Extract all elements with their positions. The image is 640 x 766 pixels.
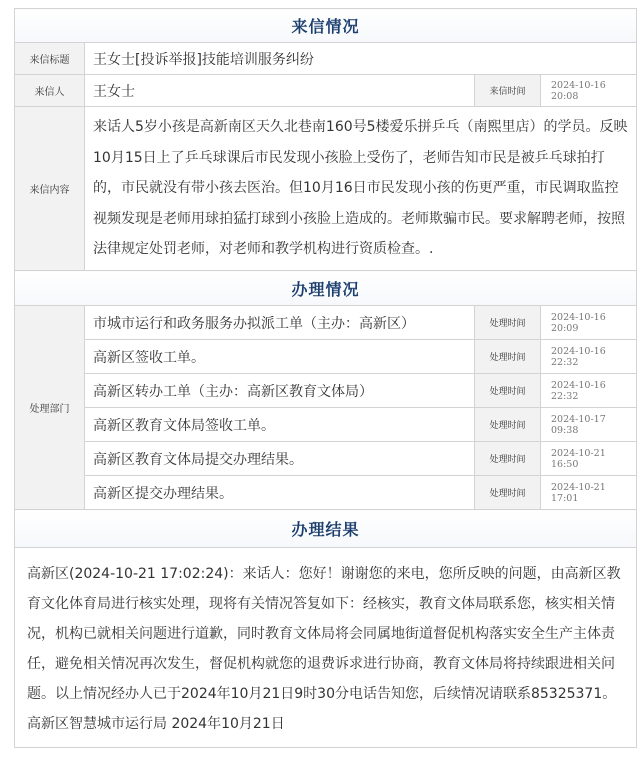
handling-time-value: 2024-10-16 20:09	[541, 306, 637, 340]
handling-time-value: 2024-10-17 09:38	[541, 408, 637, 442]
handling-time-value: 2024-10-16 22:32	[541, 340, 637, 374]
content-label: 来信内容	[15, 107, 85, 271]
result-text: 高新区(2024-10-21 17:02:24)：来话人：您好！谢谢您的来电，您所反映的问题，由高新区教育文化体育局进行核实处理，现将有关情况答复如下：经核实，教育文体局联系您，核实相关情况，机构已就相关问题进行道歉，同时教育文体局将会同属地街道督促机构落实安全生产主体责任，避免相关情况再次发生，督促机构就您的退费诉求进行协商，教育文体局将持续跟进相关问题。以上情况经办人已于2024年10月21日9时30分电话告知您，后续情况请联系85325371。高新区智慧城市运行局 2024年10月21日	[15, 548, 637, 748]
handling-time-value: 2024-10-21 17:01	[541, 476, 637, 510]
sender-label: 来信人	[15, 75, 85, 107]
sender-value: 王女士	[85, 75, 475, 107]
handling-time-label: 处理时间	[475, 408, 541, 442]
subject-value: 王女士[投诉举报]技能培训服务纠纷	[85, 43, 637, 75]
handling-time-label: 处理时间	[475, 306, 541, 340]
letter-time-value: 2024-10-16 20:08	[541, 75, 637, 107]
handling-time-label: 处理时间	[475, 442, 541, 476]
handling-step-row	[15, 408, 637, 442]
letter-time-label: 来信时间	[475, 75, 541, 107]
handling-time-label: 处理时间	[475, 340, 541, 374]
content-value: 来话人5岁小孩是高新南区天久北巷南160号5楼爱乐拼乒乓（南熙里店）的学员。反映10月15日上了乒乓球课后市民发现小孩脸上受伤了，老师告知市民是被乒乓球拍打的，市民就没有带小孩去医治。但10月16日市民发现小孩的伤更严重，市民调取监控视频发现是老师用球拍猛打球到小孩脸上造成的。老师欺骗市民。要求解聘老师，按照法律规定处罚老师，对老师和教学机构进行资质检查。.	[85, 107, 637, 271]
handling-step-row	[15, 374, 637, 408]
record-table	[14, 8, 637, 748]
handling-time-label: 处理时间	[475, 374, 541, 408]
handling-time-value: 2024-10-16 22:32	[541, 374, 637, 408]
handling-step-text: 高新区提交办理结果。	[85, 476, 475, 510]
handling-step-text: 市城市运行和政务服务办拟派工单（主办：高新区）	[85, 306, 475, 340]
handling-step-text: 高新区教育文体局提交办理结果。	[85, 442, 475, 476]
handling-step-text: 高新区转办工单（主办：高新区教育文体局）	[85, 374, 475, 408]
letter-section-title: 来信情况	[15, 9, 637, 43]
handling-step-row	[15, 340, 637, 374]
complaint-record-sheet	[14, 8, 636, 748]
handling-step-text: 高新区教育文体局签收工单。	[85, 408, 475, 442]
subject-label: 来信标题	[15, 43, 85, 75]
handling-step-text: 高新区签收工单。	[85, 340, 475, 374]
handling-step-row	[15, 476, 637, 510]
handling-step-row	[15, 306, 637, 340]
handling-step-row	[15, 442, 637, 476]
handling-time-value: 2024-10-21 16:50	[541, 442, 637, 476]
result-section-title: 办理结果	[15, 510, 637, 548]
handling-section-title: 办理情况	[15, 271, 637, 306]
handling-time-label: 处理时间	[475, 476, 541, 510]
dept-label: 处理部门	[15, 306, 85, 510]
